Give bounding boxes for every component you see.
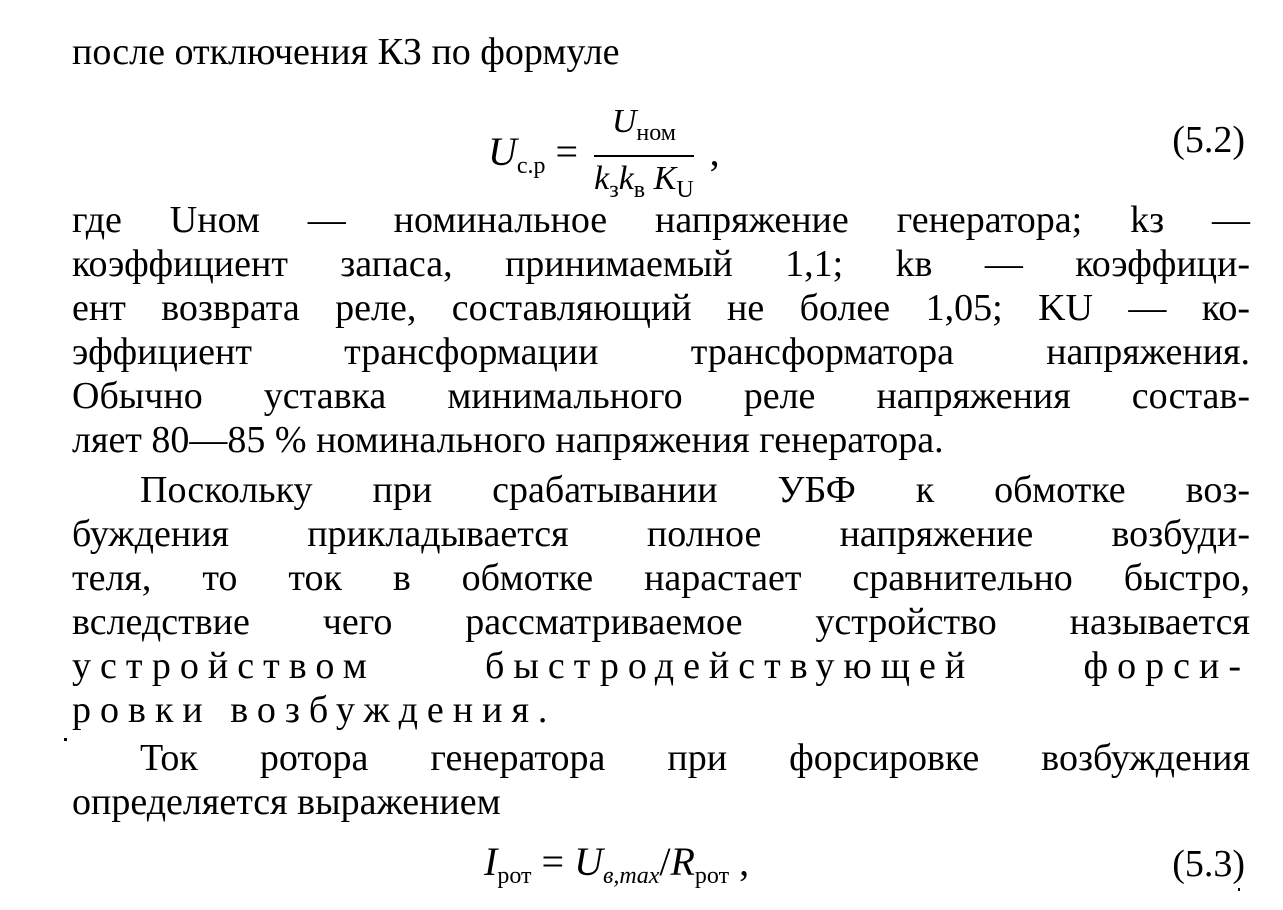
text-line: эффициент трансформации трансформатора напряжения. xyxy=(72,331,1250,373)
text-line-emphasis: устройством быстродействующей форси- xyxy=(72,645,1250,687)
formula-5-3-equals: = xyxy=(541,839,565,884)
den-K-sub: U xyxy=(676,177,694,203)
text-line: коэффициент запаса, принимаемый 1,1; kв — коэффици- xyxy=(72,243,1250,285)
formula-5-3-r: R xyxy=(670,839,695,884)
text-line-intro: после отключения КЗ по формуле xyxy=(72,31,620,73)
text-line: вследствие чего рассматриваемое устройство называется xyxy=(72,601,1250,643)
text-line: буждения прикладывается полное напряжение возбуди- xyxy=(72,513,1250,555)
formula-5-3-comma: , xyxy=(739,839,750,884)
formula-5-3 xyxy=(484,840,749,898)
equation-number-5-3: (5.3) xyxy=(1172,843,1245,885)
scan-speck xyxy=(1238,888,1240,891)
text-line: теля, то ток в обмотке нарастает сравнительно быстро, xyxy=(72,557,1250,599)
formula-5-2-lhs: U xyxy=(488,129,517,175)
text-line-emphasis: ровки возбуждения. xyxy=(72,689,557,731)
text-line: определяется выражением xyxy=(72,781,501,823)
formula-5-3-r-sub: рот xyxy=(694,863,730,889)
formula-5-2-lhs-sub: с.р xyxy=(516,153,546,180)
text-line: ляет 80—85 % номинального напряжения генератора. xyxy=(72,419,944,461)
numerator-sub: ном xyxy=(636,120,676,146)
formula-5-2 xyxy=(488,102,720,210)
formula-5-3-slash: / xyxy=(659,839,671,884)
text-line: ент возврата реле, составляющий не более 1,05; KU — ко- xyxy=(72,287,1250,329)
formula-5-3-lhs-sub: рот xyxy=(497,863,532,889)
formula-5-2-comma: , xyxy=(709,129,720,175)
den-k1: k xyxy=(594,160,610,197)
formula-5-2-equals: = xyxy=(555,129,579,175)
formula-5-2-fraction xyxy=(594,102,694,210)
den-k2-sub: в xyxy=(633,177,646,203)
formula-5-3-u: U xyxy=(574,839,603,884)
den-K: K xyxy=(653,160,677,197)
text-line: где Uном — номинальное напряжение генератора; kз — xyxy=(72,199,1250,241)
text-line-paragraph-start: Ток ротора генератора при форсировке возбуждения xyxy=(140,737,1250,779)
text-line: Обычно уставка минимального реле напряжения состав- xyxy=(72,375,1250,417)
text-line-paragraph-start: Поскольку при срабатывании УБФ к обмотке воз- xyxy=(140,469,1250,511)
den-k2: k xyxy=(618,160,634,197)
formula-5-2-numerator xyxy=(594,102,694,157)
formula-5-3-u-sub: в,max xyxy=(602,863,660,889)
equation-number-5-2: (5.2) xyxy=(1172,119,1245,161)
formula-5-3-lhs: I xyxy=(484,839,498,884)
scan-speck xyxy=(64,738,67,741)
den-k1-sub: з xyxy=(609,177,619,203)
numerator-var: U xyxy=(611,103,637,140)
